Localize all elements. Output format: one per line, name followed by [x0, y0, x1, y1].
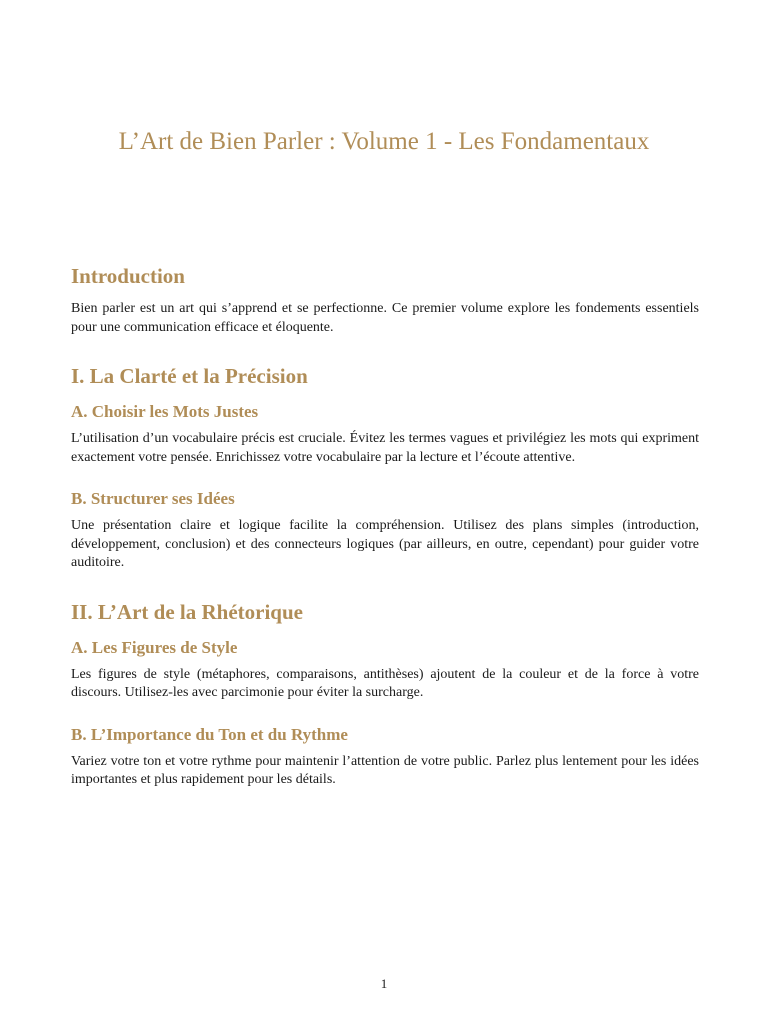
section-clarte-precision — [71, 362, 699, 573]
section-title: II. L’Art de la Rhétorique — [71, 599, 303, 624]
subsection-paragraph: Les figures de style (métaphores, comparaisons, antithèses) ajoutent de la couleur et de la force à votre discours. Utilisez-les avec parcimonie pour éviter la surcharge. — [71, 666, 699, 700]
subsection-structurer-idees — [71, 487, 699, 573]
subsection-ton-rythme — [71, 723, 699, 790]
page-number: 1 — [380, 976, 388, 991]
section-paragraph: Bien parler est un art qui s’apprend et se perfectionne. Ce premier volume explore les fondements essentiels pour une communication efficace et éloquente. — [71, 301, 699, 335]
subsection-paragraph: L’utilisation d’un vocabulaire précis est cruciale. Évitez les termes vagues et privilégiez les mots qui expriment exactement votre pensée. Enrichissez votre vocabulaire par la lecture et l’écoute attentive. — [71, 431, 699, 465]
section-art-rhetorique — [71, 598, 699, 790]
subsection-paragraph: Variez votre ton et votre rythme pour maintenir l’attention de votre public. Parlez plus lentement pour les idées importantes et plus rapidement pour les détails. — [71, 753, 699, 787]
section-introduction — [71, 262, 699, 337]
subsection-title: B. Structurer ses Idées — [71, 489, 235, 508]
subsection-figures-style — [71, 636, 699, 703]
subsection-mots-justes — [71, 400, 699, 467]
subsection-title: A. Les Figures de Style — [71, 637, 238, 657]
subsection-paragraph: Une présentation claire et logique facilite la compréhension. Utilisez des plans simples (introduction, développement, conclusion) et des connecteurs logiques (par ailleurs, en outre, cependant) pour guider votre auditoire. — [71, 518, 699, 570]
section-title: I. La Clarté et la Précision — [71, 364, 308, 388]
subsection-title: A. Choisir les Mots Justes — [71, 402, 259, 421]
document-title: L’Art de Bien Parler : Volume 1 - Les Fondamentaux — [118, 128, 650, 155]
section-title: Introduction — [71, 264, 185, 288]
document-body — [71, 262, 699, 790]
subsection-title: B. L’Importance du Ton et du Rythme — [71, 724, 348, 744]
